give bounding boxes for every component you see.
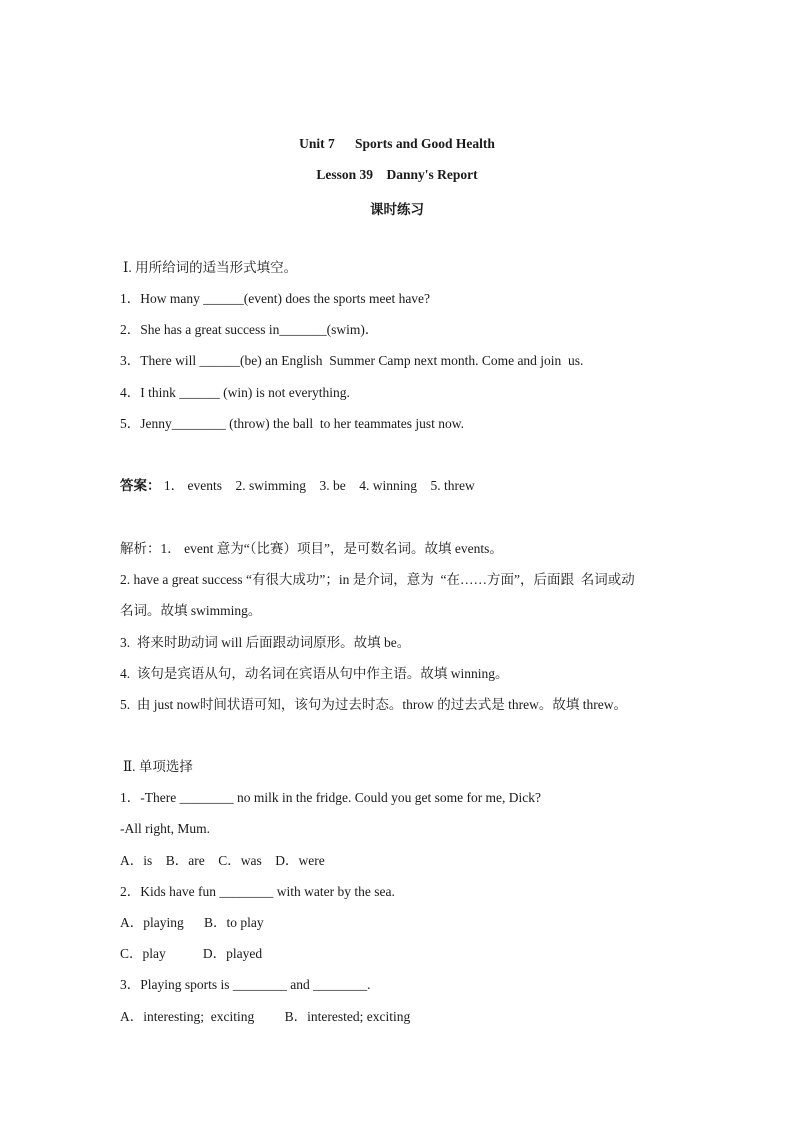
analysis-line-2: 2. have a great success “有很大成功”；in 是介词，意为 “在……方面”，后面跟 名词或动	[120, 572, 635, 587]
question-line-3: 2．Kids have fun ________ with water by the sea.	[120, 884, 395, 899]
answer-values: 1． events 2. swimming 3. be 4. winning 5. threw	[160, 478, 475, 493]
analysis-line-5: 4. 该句是宾语从句，动名词在宾语从句中作主语。故填 winning。	[120, 666, 509, 681]
exercise-item-2: 2．She has a great success in_______(swim)．	[120, 322, 379, 337]
analysis-line-6: 5. 由 just now时间状语可知，该句为过去时态。throw 的过去式是 threw。故填 threw。	[120, 697, 627, 712]
options-line-4: A．interesting; exciting B．interested; exciting	[120, 1009, 411, 1024]
unit-title: Unit 7 Sports and Good Health	[299, 136, 495, 151]
options-line-1: A．is B．are C．was D．were	[120, 853, 325, 868]
question-line-2: -All right, Mum.	[120, 821, 210, 836]
exercise-item-4: 4．I think ______ (win) is not everything.	[120, 385, 350, 400]
analysis-line-4: 3. 将来时助动词 will 后面跟动词原形。故填 be。	[120, 635, 411, 650]
section2-heading: Ⅱ. 单项选择	[123, 759, 193, 774]
section1-heading: Ⅰ. 用所给词的适当形式填空。	[123, 260, 298, 275]
exercise-item-5: 5．Jenny________ (throw) the ball to her teammates just now.	[120, 416, 465, 431]
options-line-2: A．playing B．to play	[120, 915, 264, 930]
page-subtitle: 课时练习	[370, 202, 424, 217]
question-line-1: 1．-There ________ no milk in the fridge. Could you get some for me, Dick?	[120, 790, 542, 805]
options-line-3: C．play D．played	[120, 946, 263, 961]
answer-line	[120, 479, 475, 493]
analysis-line-1: 解析：1． event 意为“（比赛）项目”，是可数名词。故填 events。	[120, 541, 503, 556]
exercise-item-1: 1．How many ______(event) does the sports meet have?	[120, 291, 431, 306]
answer-label: 答案：	[120, 478, 161, 493]
analysis-line-3: 名词。故填 swimming。	[120, 603, 262, 618]
lesson-title: Lesson 39 Danny's Report	[316, 167, 478, 182]
exercise-item-3: 3．There will ______(be) an English Summer Camp next month. Come and join us.	[120, 353, 584, 368]
question-line-4: 3．Playing sports is ________ and ________.	[120, 977, 371, 992]
